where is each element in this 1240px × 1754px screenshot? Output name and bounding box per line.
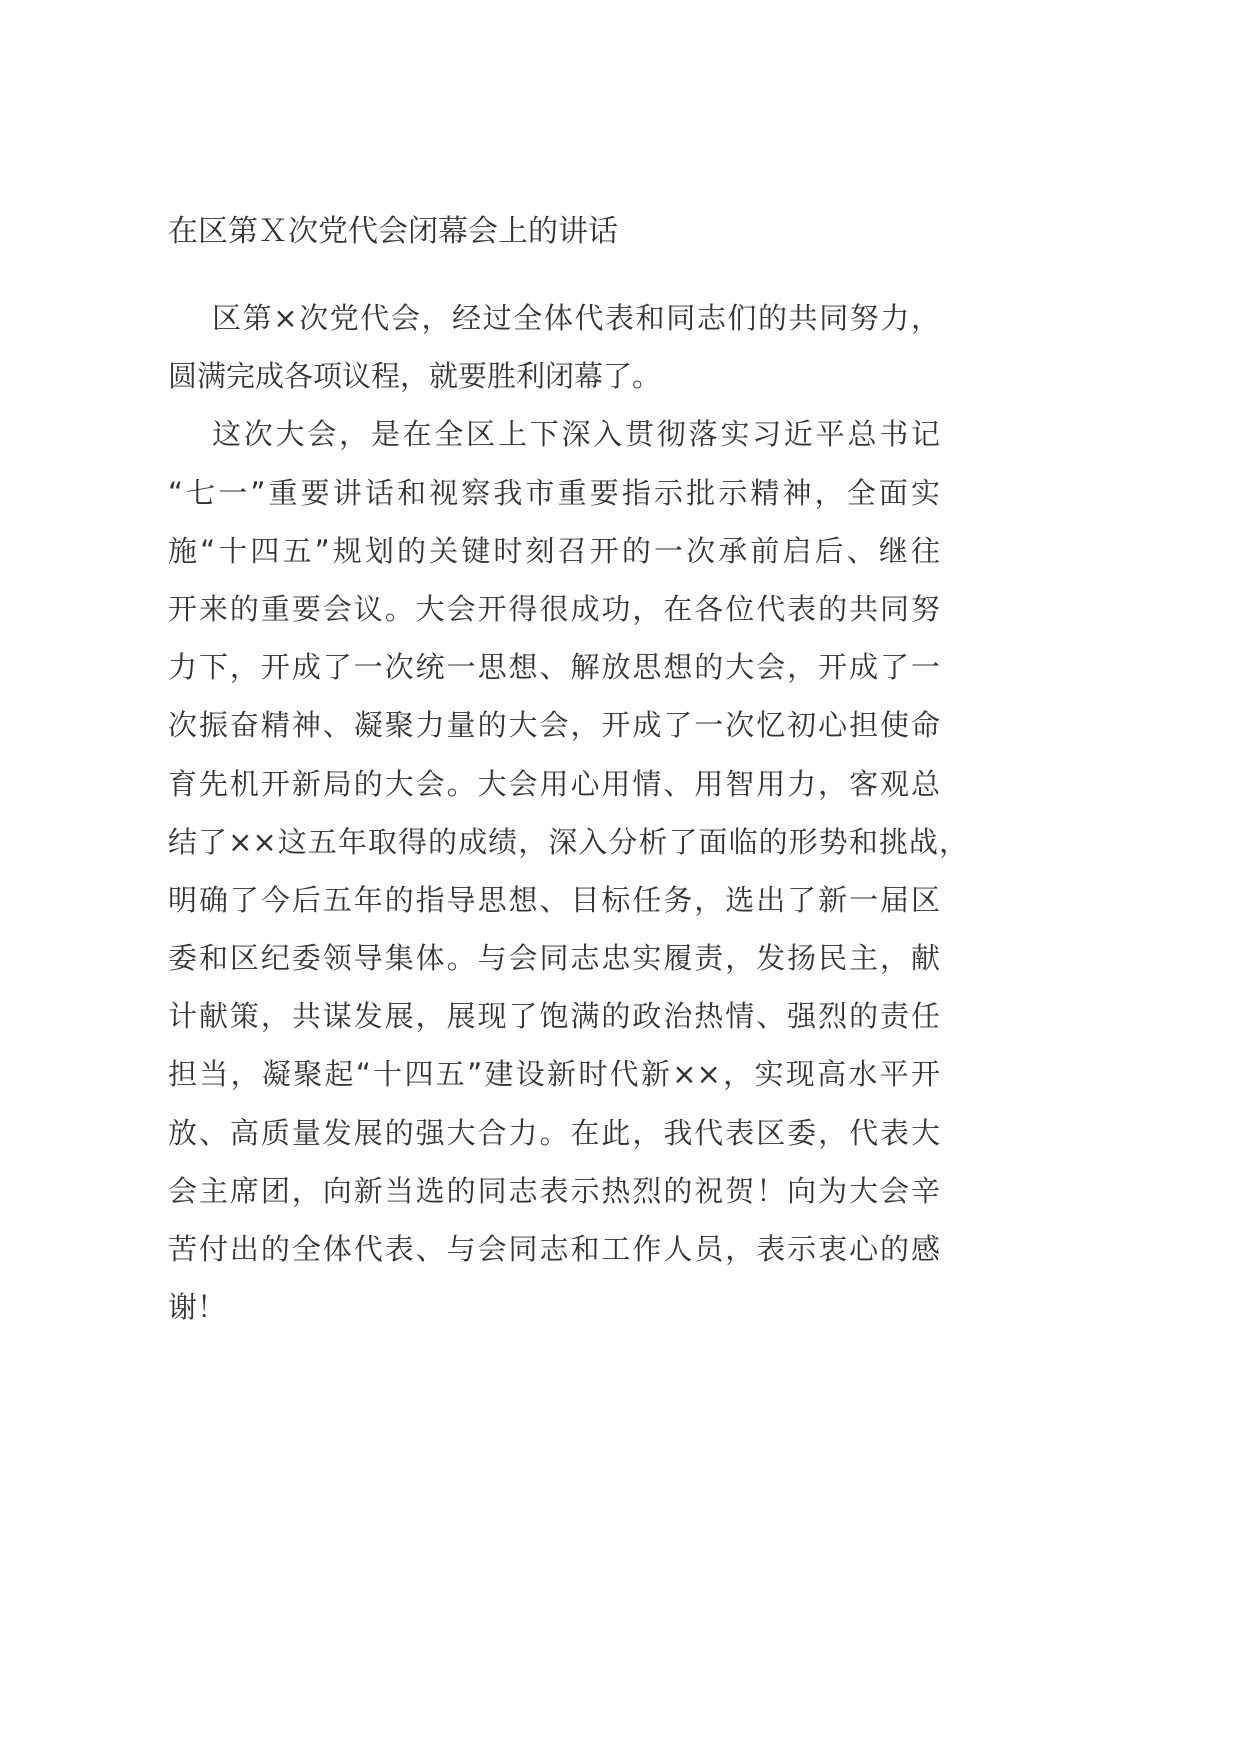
text-line: 计献策，共谋发展，展现了饱满的政治热情、强烈的责任 bbox=[168, 999, 940, 1034]
text-line: 会主席团，向新当选的同志表示热烈的祝贺！向为大会辛 bbox=[168, 1173, 940, 1208]
text-line: 圆满完成各项议程，就要胜利闭幕了。 bbox=[168, 359, 662, 394]
document-body bbox=[168, 298, 968, 1345]
text-line: 次振奋精神、凝聚力量的大会，开成了一次忆初心担使命 bbox=[168, 708, 940, 743]
paragraph bbox=[168, 414, 968, 1345]
text-line: 区第×次党代会，经过全体代表和同志们的共同努力， bbox=[212, 301, 940, 335]
text-line: 放、高质量发展的强大合力。在此，我代表区委，代表大 bbox=[168, 1115, 940, 1150]
text-line: 苦付出的全体代表、与会同志和工作人员，表示衷心的感 bbox=[168, 1232, 940, 1266]
text-line: 这次大会，是在全区上下深入贯彻落实习近平总书记 bbox=[212, 417, 940, 452]
text-line: 谢！ bbox=[168, 1290, 227, 1325]
text-line: 结了××这五年取得的成绩，深入分析了面临的形势和挑战， bbox=[168, 824, 968, 859]
text-line: 力下，开成了一次统一思想、解放思想的大会，开成了一 bbox=[168, 650, 940, 685]
text-line: 开来的重要会议。大会开得很成功，在各位代表的共同努 bbox=[168, 591, 940, 626]
text-line: 明确了今后五年的指导思想、目标任务，选出了新一届区 bbox=[168, 882, 940, 917]
paragraph bbox=[168, 298, 940, 414]
document-title: 在区第Ｘ次党代会闭幕会上的讲话 bbox=[168, 214, 618, 249]
text-line: 担当，凝聚起“十四五”建设新时代新××，实现高水平开 bbox=[168, 1057, 940, 1092]
text-line: 育先机开新局的大会。大会用心用情、用智用力，客观总 bbox=[168, 766, 940, 801]
text-line: 委和区纪委领导集体。与会同志忠实履责，发扬民主，献 bbox=[168, 941, 940, 976]
text-line: “七一”重要讲话和视察我市重要指示批示精神，全面实 bbox=[168, 475, 940, 510]
text-line: 施“十四五”规划的关键时刻召开的一次承前启后、继往 bbox=[168, 533, 940, 568]
